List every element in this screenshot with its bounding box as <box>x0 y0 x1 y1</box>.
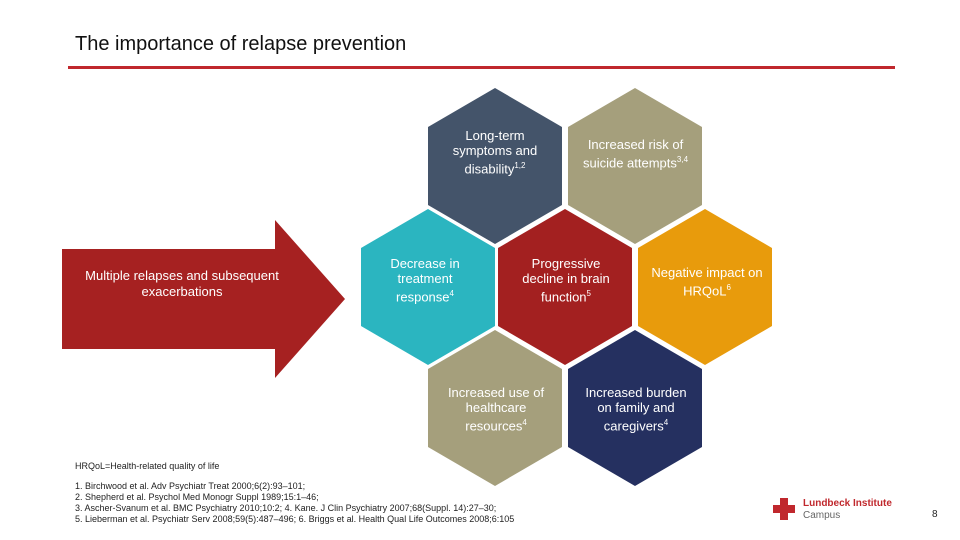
page-number: 8 <box>932 509 938 520</box>
logo-icon <box>770 496 800 524</box>
hexagon-label: Negative impact on HRQoL$^6$ <box>651 265 763 299</box>
hexagon-label: Progressive decline in brain function$^5$ <box>522 256 610 305</box>
reference-line: 3. Ascher-Svanum et al. BMC Psychiatry 2010;10:2; 4. Kane. J Clin Psychiatry 2007;68(Suppl. 14):27–30; <box>75 503 497 513</box>
logo-subtitle: Campus <box>803 510 841 521</box>
reference-line: 5. Lieberman et al. Psychiatr Serv 2008;59(5):487–496; 6. Briggs et al. Health Qual Life Outcomes 2008;6:105 <box>75 514 515 524</box>
arrow-label: Multiple relapses and subsequent exacerbations <box>85 268 279 299</box>
logo-name: Lundbeck Institute <box>803 498 892 509</box>
page-title: The importance of relapse prevention <box>75 33 407 55</box>
references <box>75 481 514 525</box>
abbreviation-note: HRQoL=Health-related quality of life <box>75 461 220 471</box>
hexagon-label: Decrease in treatment response$^4$ <box>390 256 460 305</box>
hexagon-label: Increased risk of suicide attempts$^{3,4}$ <box>582 137 689 171</box>
hexagon-label: Long-term symptoms and disability$^{1,2}$ <box>452 128 538 177</box>
hexagon-label: Increased burden on family and caregivers$^4$ <box>585 385 687 434</box>
hexagon-label: Increased use of healthcare resources$^4$ <box>447 385 545 434</box>
reference-line: 1. Birchwood et al. Adv Psychiatr Treat 2000;6(2):93–101; <box>75 481 306 491</box>
lundbeck-logo <box>770 496 910 526</box>
reference-line: 2. Shepherd et al. Psychol Med Monogr Suppl 1989;15:1–46; <box>75 492 319 502</box>
